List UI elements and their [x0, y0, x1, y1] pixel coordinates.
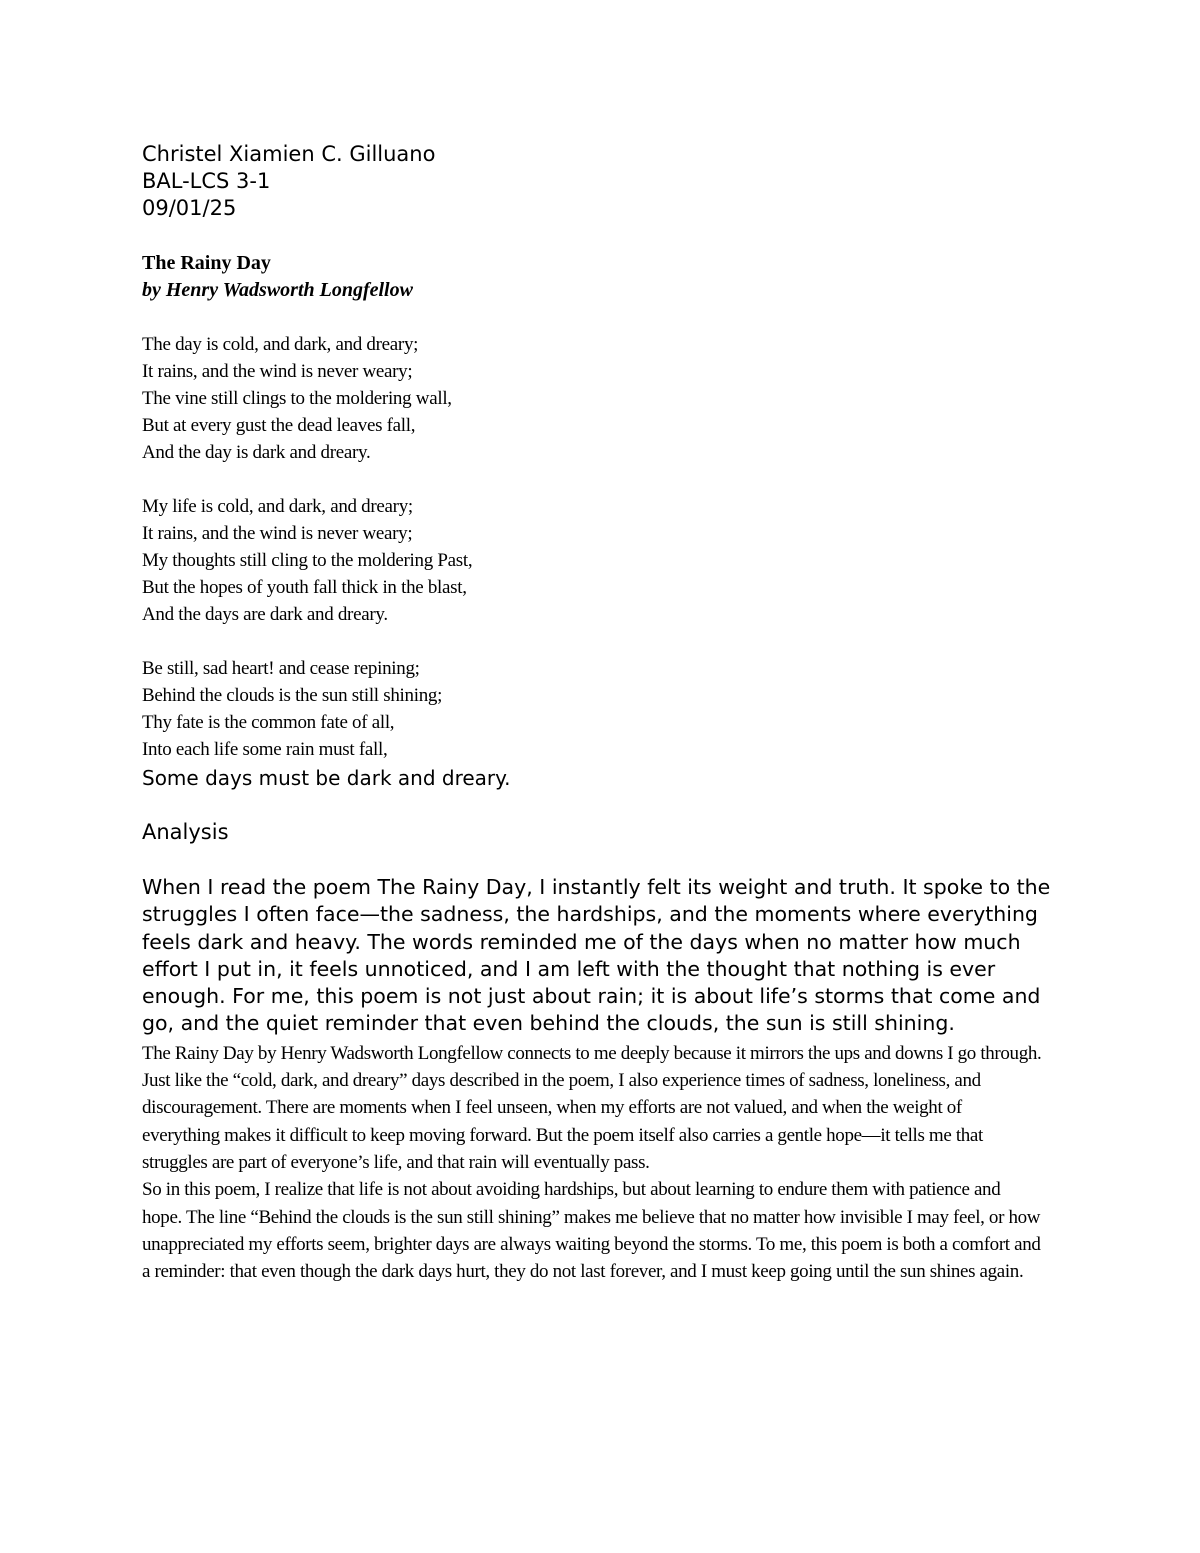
poem-line: The day is cold, and dark, and dreary;: [142, 334, 419, 355]
poem-stanza-3: [142, 655, 1062, 792]
student-header: [142, 141, 1062, 222]
poem-author: by Henry Wadsworth Longfellow: [142, 279, 413, 301]
analysis-paragraph: So in this poem, I realize that life is not about avoiding hardships, but about learning to endure them with patience and hope. The line “Behind the clouds is the sun still shining” makes me believe that no matter how invisible I may feel, or how unappreciated my efforts seem, brighter days are always waiting beyond the storms. To me, this poem is both a comfort and a reminder: that even though the dark days hurt, they do not last forever, and I must keep going until the sun shines again.: [142, 1179, 1041, 1283]
poem-line: And the day is dark and dreary.: [142, 442, 371, 463]
poem-line: It rains, and the wind is never weary;: [142, 523, 413, 544]
document-date: 09/01/25: [142, 196, 237, 220]
poem-title: The Rainy Day: [142, 252, 271, 274]
class-section: BAL-LCS 3-1: [142, 169, 271, 193]
poem-line: And the days are dark and dreary.: [142, 604, 388, 625]
poem-line: But at every gust the dead leaves fall,: [142, 415, 416, 436]
analysis-lead-paragraph: When I read the poem The Rainy Day, I instantly felt its weight and truth. It spoke to the struggles I often face—the sadness, the hardships, and the moments where everything feels dark and heavy. The words reminded me of the days when no matter how much effort I put in, it feels unnoticed, and I am left with the thought that nothing is ever enough. For me, this poem is not just about rain; it is about life’s storms that come and go, and the quiet reminder that even behind the clouds, the sun is still shining.: [142, 875, 1051, 1036]
document-body: [142, 141, 1062, 1285]
poem-line: My life is cold, and dark, and dreary;: [142, 496, 413, 517]
poem-line: My thoughts still cling to the moldering Past,: [142, 550, 473, 571]
analysis-paragraph: The Rainy Day by Henry Wadsworth Longfellow connects to me deeply because it mirrors the ups and downs I go through. Just like the “cold, dark, and dreary” days described in the poem, I also experience times of sadness, loneliness, and discouragement. There are moments when I feel unseen, when my efforts are not valued, and when the weight of everything makes it difficult to keep moving forward. But the poem itself also carries a gentle hope—it tells me that struggles are part of everyone’s life, and that rain will eventually pass.: [142, 1042, 1042, 1173]
student-name: Christel Xiamien C. Gilluano: [142, 142, 436, 166]
poem-line: The vine still clings to the moldering wall,: [142, 388, 452, 409]
poem-line: Some days must be dark and dreary.: [142, 766, 511, 790]
analysis-section: [142, 818, 1062, 1285]
poem-line: Thy fate is the common fate of all,: [142, 712, 395, 733]
poem-stanza-1: [142, 331, 1062, 466]
poem-line: Behind the clouds is the sun still shining;: [142, 685, 443, 706]
analysis-heading: Analysis: [142, 820, 229, 844]
poem-stanza-2: [142, 493, 1062, 628]
poem-line: It rains, and the wind is never weary;: [142, 361, 413, 382]
poem-line: But the hopes of youth fall thick in the blast,: [142, 577, 467, 598]
poem-line: Into each life some rain must fall,: [142, 739, 388, 760]
poem: [142, 250, 1062, 792]
poem-line: Be still, sad heart! and cease repining;: [142, 658, 420, 679]
